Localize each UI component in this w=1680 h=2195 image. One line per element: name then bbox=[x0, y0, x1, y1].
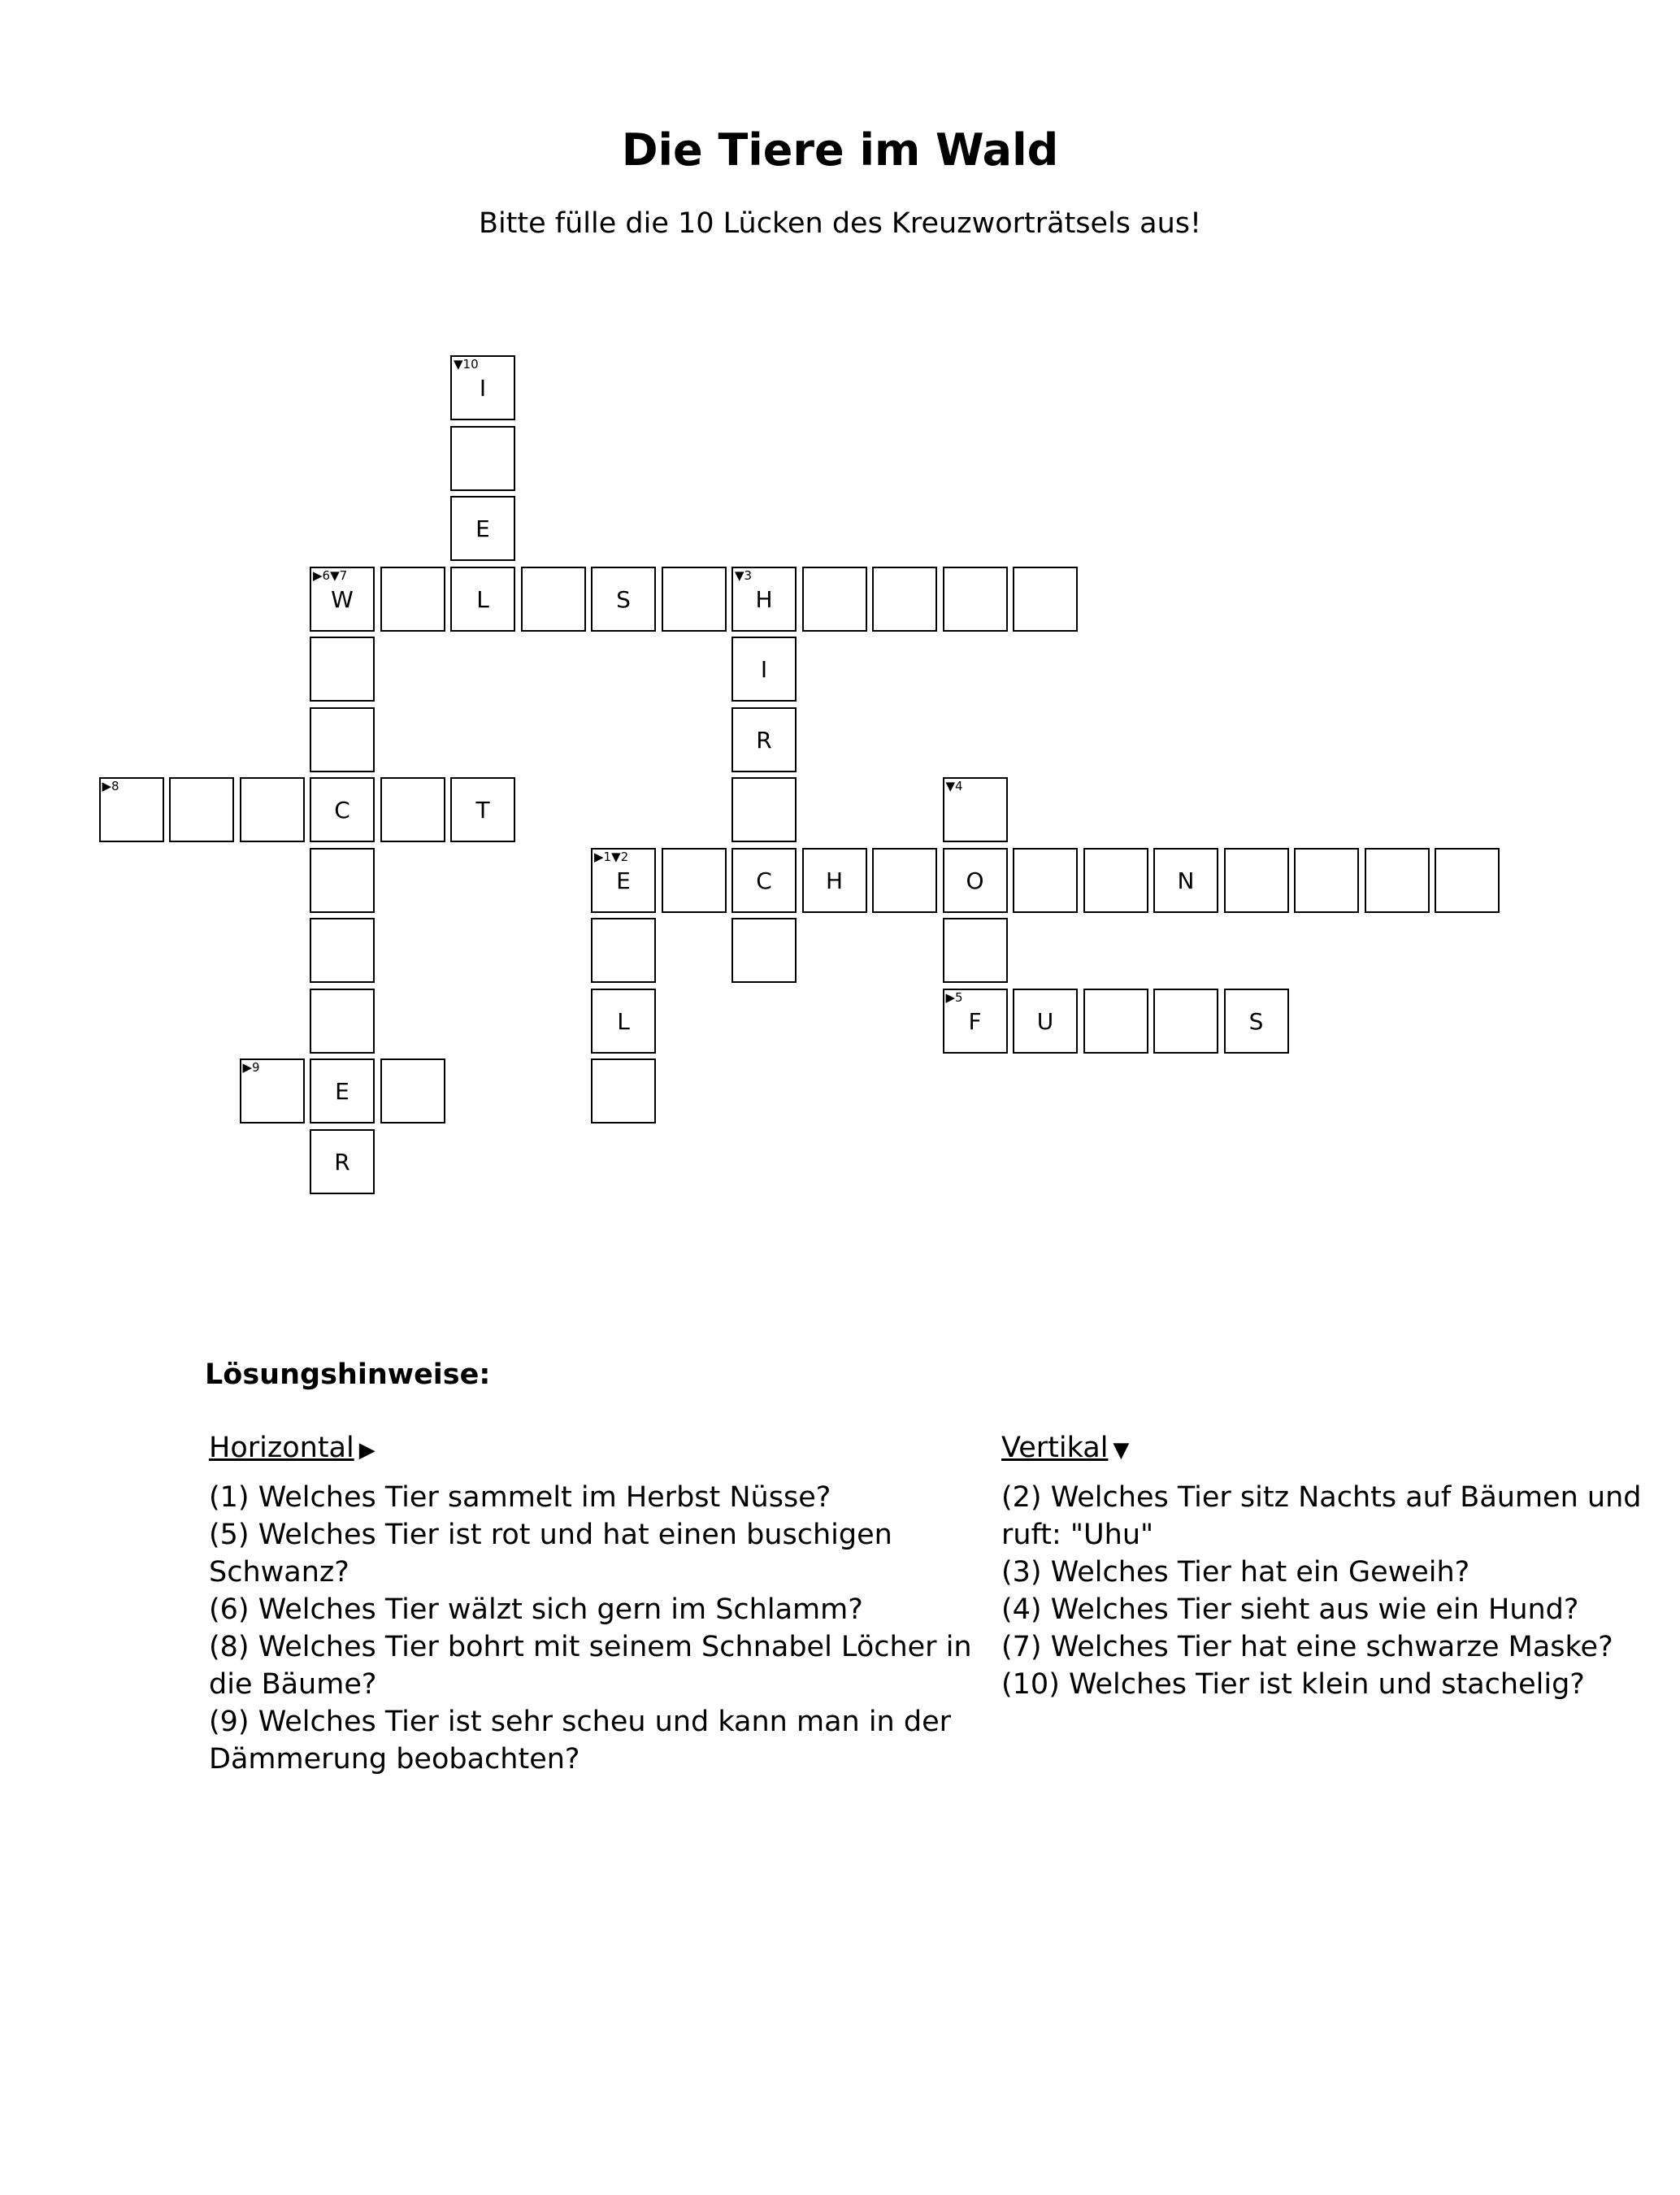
clue-number: ▼4 bbox=[945, 779, 963, 793]
crossword-cell[interactable] bbox=[802, 567, 867, 632]
vertical-heading bbox=[1001, 1429, 1652, 1469]
crossword-cell[interactable] bbox=[169, 777, 234, 842]
page-title: Die Tiere im Wald bbox=[621, 124, 1059, 176]
crossword-cell[interactable] bbox=[1435, 848, 1500, 913]
cell-letter: C bbox=[756, 867, 772, 894]
cell-letter: U bbox=[1036, 1007, 1054, 1035]
cell-letter: C bbox=[334, 797, 350, 824]
crossword-cell[interactable] bbox=[943, 918, 1008, 983]
crossword-cell[interactable] bbox=[1294, 848, 1359, 913]
crossword-cell[interactable] bbox=[1153, 989, 1218, 1054]
crossword-cell[interactable] bbox=[731, 707, 797, 772]
crossword-cell[interactable] bbox=[731, 567, 797, 632]
right-arrow-icon: ▶ bbox=[358, 1438, 376, 1463]
cell-letter: O bbox=[966, 867, 984, 894]
clue-3: (3) Welches Tier hat ein Geweih? bbox=[1001, 1556, 1470, 1589]
horizontal-label: Horizontal bbox=[209, 1432, 354, 1464]
down-arrow-icon: ▼ bbox=[1113, 1438, 1130, 1463]
crossword-cell[interactable] bbox=[310, 1058, 375, 1124]
crossword-cell[interactable] bbox=[591, 989, 656, 1054]
crossword-cell[interactable] bbox=[731, 848, 797, 913]
clue-7: (7) Welches Tier hat eine schwarze Maske? bbox=[1001, 1631, 1613, 1663]
crossword-cell[interactable] bbox=[731, 918, 797, 983]
crossword-cell[interactable] bbox=[310, 777, 375, 842]
cell-letter: E bbox=[475, 515, 490, 542]
cell-letter: I bbox=[760, 656, 768, 683]
crossword-cell[interactable] bbox=[450, 496, 515, 561]
crossword-cell[interactable] bbox=[310, 918, 375, 983]
cell-letter: L bbox=[617, 1007, 630, 1035]
horizontal-clues bbox=[209, 1429, 977, 1778]
cell-letter: W bbox=[331, 585, 354, 613]
crossword-cell[interactable] bbox=[1013, 848, 1078, 913]
crossword-cell[interactable] bbox=[240, 1058, 305, 1124]
clue-9: (9) Welches Tier ist sehr scheu und kann man in der Dämmerung beobachten? bbox=[209, 1706, 952, 1776]
page-subtitle: Bitte fülle die 10 Lücken des Kreuzworträtsels aus! bbox=[478, 207, 1202, 240]
cell-letter: R bbox=[334, 1148, 350, 1176]
crossword-cell[interactable] bbox=[310, 567, 375, 632]
crossword-cell[interactable] bbox=[380, 567, 445, 632]
crossword-cell[interactable] bbox=[310, 1129, 375, 1194]
crossword-cell[interactable] bbox=[521, 567, 586, 632]
cell-letter: E bbox=[616, 867, 631, 894]
crossword-cell[interactable] bbox=[310, 989, 375, 1054]
crossword-cell[interactable] bbox=[240, 777, 305, 842]
cell-letter: E bbox=[335, 1078, 349, 1105]
clue-number: ▶1▼2 bbox=[594, 849, 629, 864]
clue-2: (2) Welches Tier sitz Nachts auf Bäumen und ruft: "Uhu" bbox=[1001, 1481, 1642, 1551]
clue-8: (8) Welches Tier bohrt mit seinem Schnabel Löcher in die Bäume? bbox=[209, 1631, 972, 1701]
cell-letter: H bbox=[755, 585, 773, 613]
cell-letter: I bbox=[479, 375, 487, 402]
crossword-cell[interactable] bbox=[380, 777, 445, 842]
crossword-cell[interactable] bbox=[310, 848, 375, 913]
cell-letter: H bbox=[825, 867, 844, 894]
crossword-cell[interactable] bbox=[943, 848, 1008, 913]
clue-5: (5) Welches Tier ist rot und hat einen buschigen Schwanz? bbox=[209, 1519, 892, 1589]
clue-number: ▶6▼7 bbox=[313, 567, 348, 583]
crossword-cell[interactable] bbox=[591, 848, 656, 913]
crossword-cell[interactable] bbox=[872, 567, 937, 632]
crossword-cell[interactable] bbox=[1224, 848, 1289, 913]
crossword-cell[interactable] bbox=[662, 848, 727, 913]
crossword-cell[interactable] bbox=[1013, 989, 1078, 1054]
cell-letter: N bbox=[1177, 867, 1195, 894]
clue-4: (4) Welches Tier sieht aus wie ein Hund? bbox=[1001, 1593, 1579, 1626]
cell-letter: T bbox=[475, 797, 490, 824]
crossword-cell[interactable] bbox=[731, 777, 797, 842]
hints-heading: Lösungshinweise: bbox=[205, 1358, 491, 1391]
crossword-cell[interactable] bbox=[591, 918, 656, 983]
crossword-cell[interactable] bbox=[1224, 989, 1289, 1054]
vertical-label: Vertikal bbox=[1001, 1432, 1109, 1464]
clue-6: (6) Welches Tier wälzt sich gern im Schlamm? bbox=[209, 1593, 863, 1626]
crossword-cell[interactable] bbox=[872, 848, 937, 913]
crossword-cell[interactable] bbox=[943, 777, 1008, 842]
clue-10: (10) Welches Tier ist klein und stachelig? bbox=[1001, 1668, 1585, 1701]
crossword-cell[interactable] bbox=[591, 567, 656, 632]
cell-letter: S bbox=[1248, 1007, 1264, 1035]
crossword-cell[interactable] bbox=[450, 426, 515, 491]
crossword-cell[interactable] bbox=[450, 355, 515, 420]
crossword-cell[interactable] bbox=[1013, 567, 1078, 632]
clue-number: ▼3 bbox=[735, 567, 753, 583]
horizontal-heading bbox=[209, 1429, 977, 1469]
crossword-cell[interactable] bbox=[943, 989, 1008, 1054]
crossword-cell[interactable] bbox=[731, 637, 797, 702]
crossword-cell[interactable] bbox=[1083, 848, 1148, 913]
crossword-cell[interactable] bbox=[380, 1058, 445, 1124]
crossword-cell[interactable] bbox=[591, 1058, 656, 1124]
cell-letter: L bbox=[476, 585, 489, 613]
cell-letter: R bbox=[756, 726, 772, 754]
clue-number: ▶5 bbox=[945, 989, 963, 1005]
clue-number: ▼10 bbox=[454, 357, 479, 372]
clue-number: ▶9 bbox=[242, 1060, 260, 1075]
crossword-cell[interactable] bbox=[450, 567, 515, 632]
crossword-cell[interactable] bbox=[662, 567, 727, 632]
clue-number: ▶8 bbox=[102, 779, 119, 793]
crossword-cell[interactable] bbox=[310, 707, 375, 772]
crossword-cell[interactable] bbox=[943, 567, 1008, 632]
cell-letter: F bbox=[968, 1007, 982, 1035]
clue-1: (1) Welches Tier sammelt im Herbst Nüsse? bbox=[209, 1481, 831, 1514]
crossword-cell[interactable] bbox=[1153, 848, 1218, 913]
crossword-cell[interactable] bbox=[1365, 848, 1430, 913]
vertical-clues bbox=[1001, 1429, 1652, 1703]
crossword-cell[interactable] bbox=[99, 777, 164, 842]
crossword-cell[interactable] bbox=[450, 777, 515, 842]
crossword-cell[interactable] bbox=[310, 637, 375, 702]
cell-letter: S bbox=[616, 585, 631, 613]
crossword-cell[interactable] bbox=[802, 848, 867, 913]
crossword-cell[interactable] bbox=[1083, 989, 1148, 1054]
